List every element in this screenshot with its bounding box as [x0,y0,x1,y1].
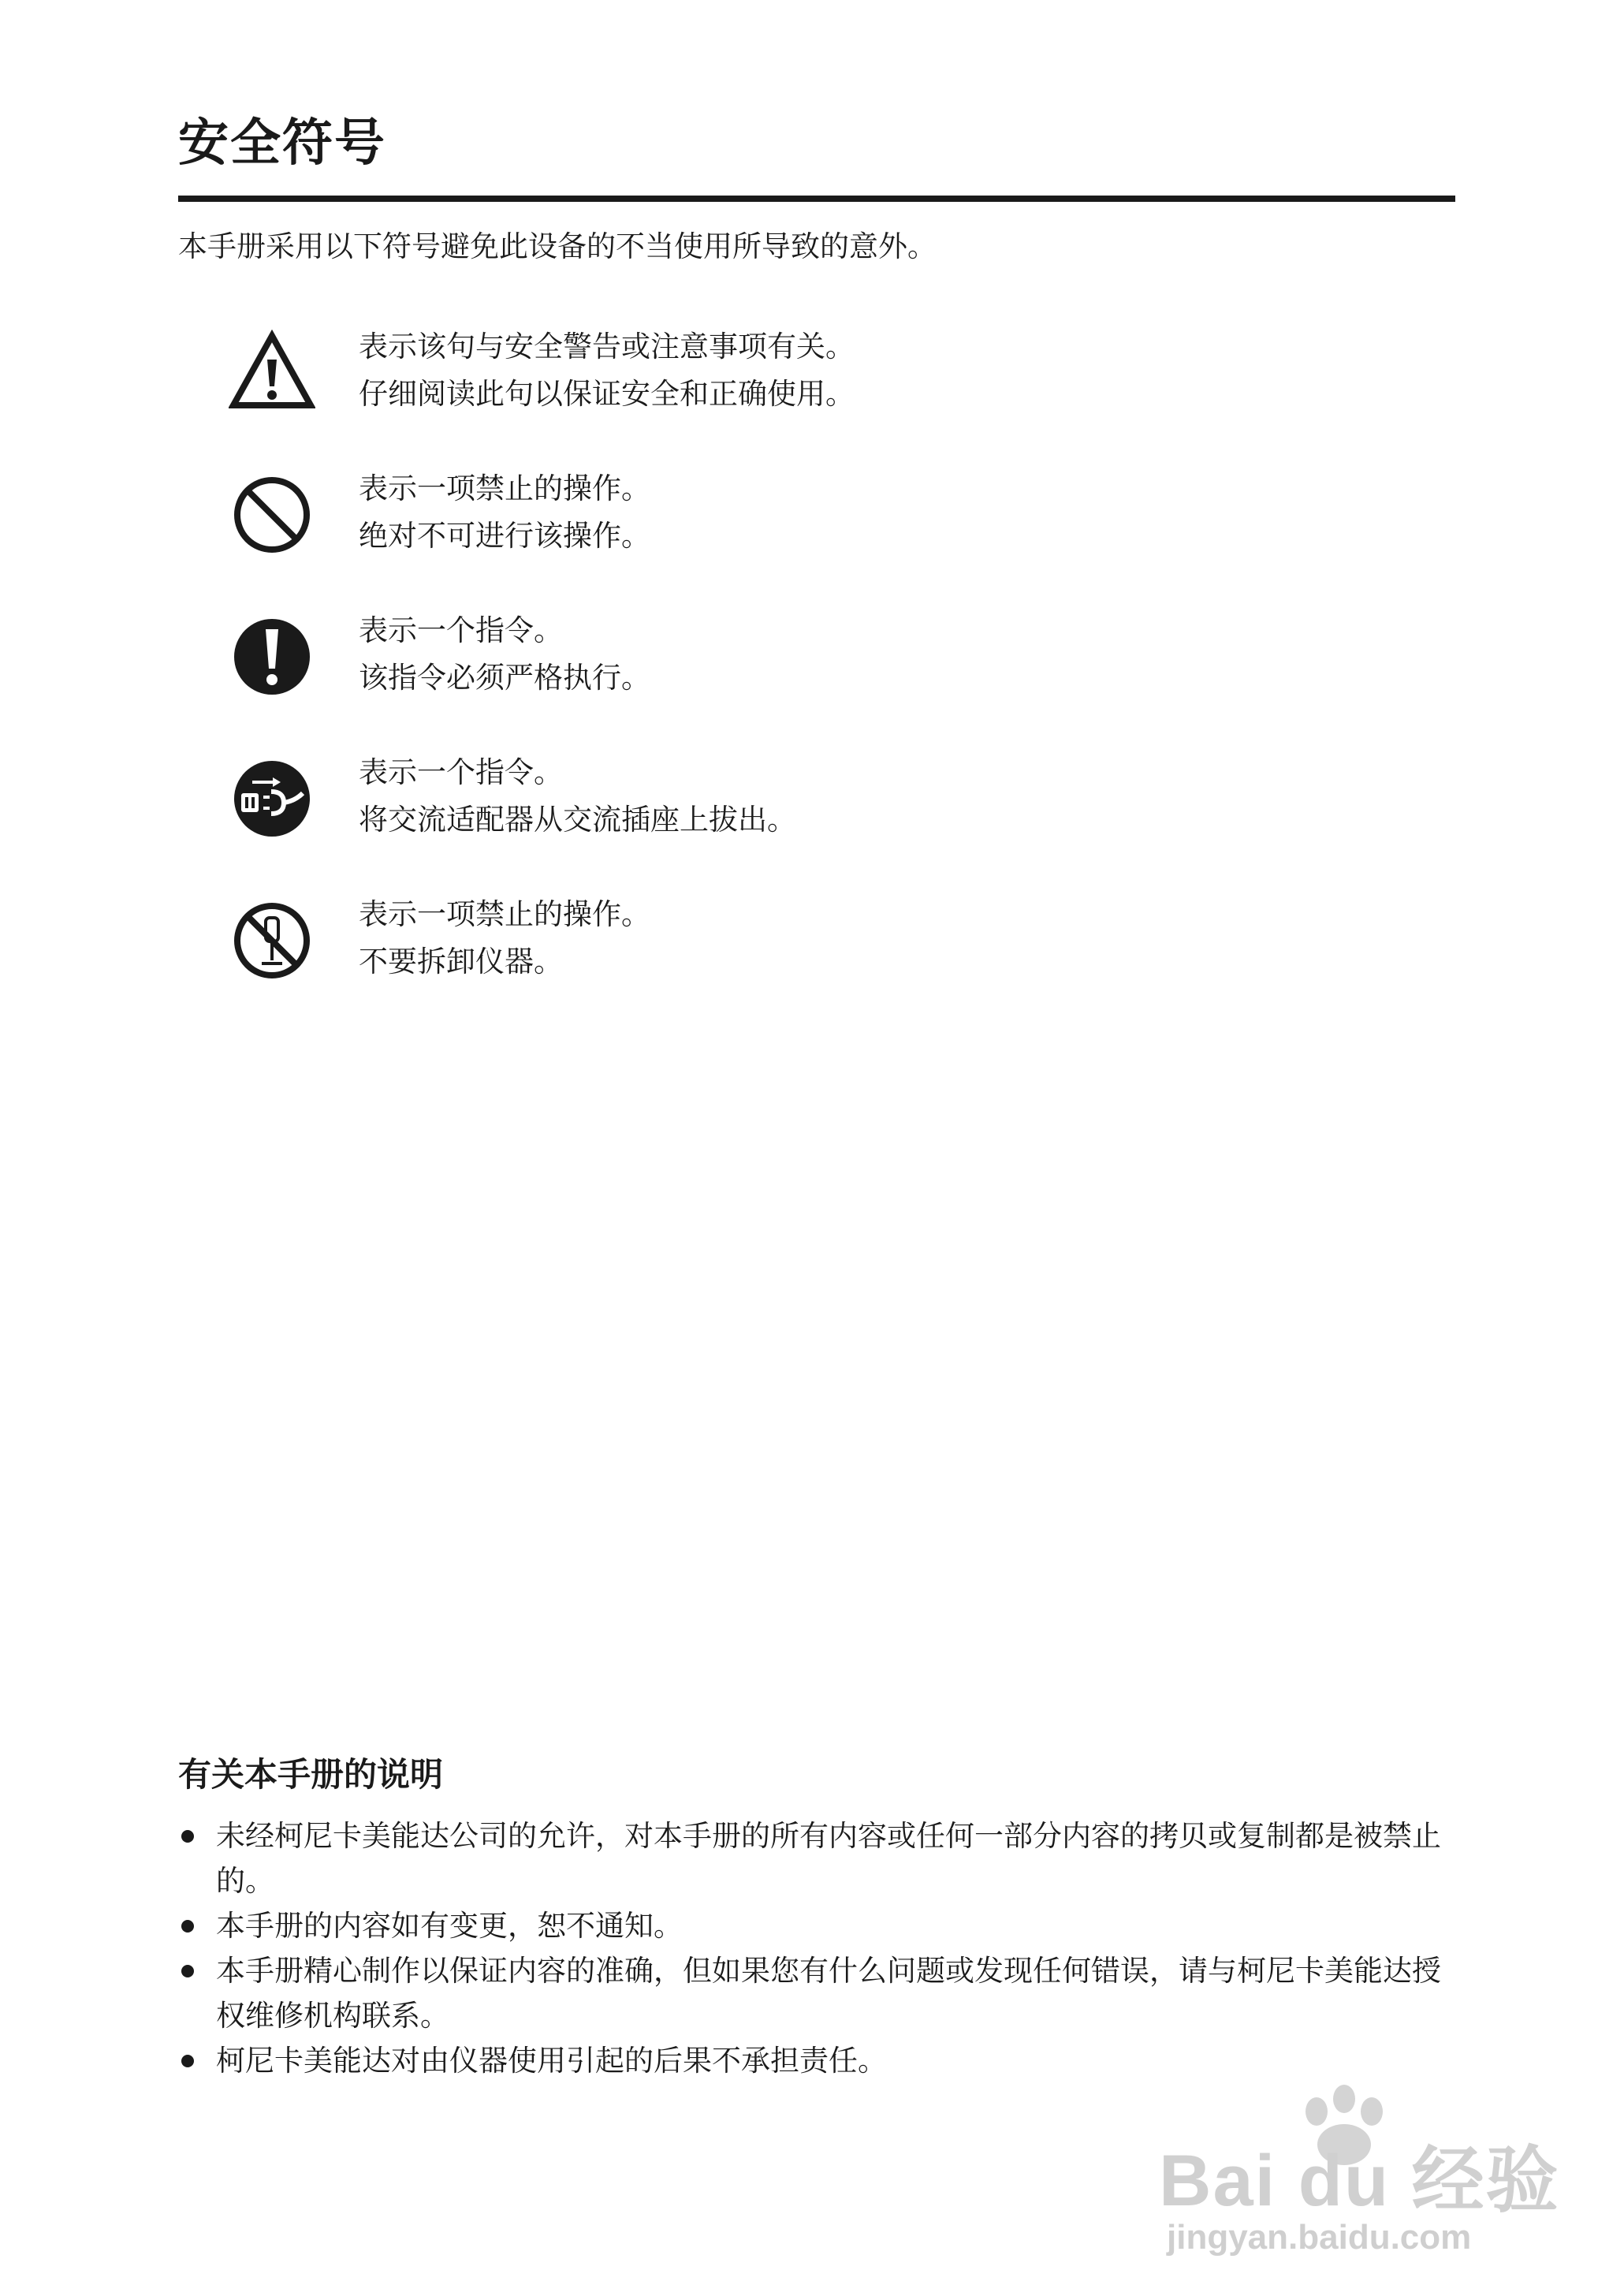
symbol-instruction: 不要拆卸仪器。 [359,945,563,978]
warning-triangle-icon [229,330,315,416]
symbol-instruction: 将交流适配器从交流插座上拔出。 [359,803,796,837]
title-rule [178,196,1455,202]
page-title: 安全符号 [178,114,386,173]
notes-heading: 有关本手册的说明 [178,1755,444,1794]
list-item [178,1903,1463,1948]
symbol-row-no-disassembly [229,897,1411,992]
list-item-text: 柯尼卡美能达对由仪器使用引起的后果不承担责任。 [216,2044,887,2078]
symbol-instruction: 仔细阅读此句以保证安全和正确使用。 [359,377,855,411]
list-item-text: 本手册的内容如有变更，恕不通知。 [216,1909,683,1943]
baidu-jingyan-watermark [1159,2082,1560,2263]
watermark-brand: Bai du 经验 [1159,2141,1560,2221]
symbol-description: 表示一个指令。 [359,613,563,647]
list-item [178,1948,1463,2038]
intro-text: 本手册采用以下符号避免此设备的不当使用所导致的意外。 [178,229,937,263]
symbol-description: 表示一个指令。 [359,755,563,789]
notes-list [178,1813,1463,2083]
symbol-row-prohibited [229,472,1411,566]
watermark-url: jingyan.baidu.com [1167,2218,1472,2257]
list-item [178,1813,1463,1903]
bullet-icon [181,1830,194,1843]
mandatory-exclamation-icon [229,613,315,700]
list-item [178,2038,1463,2083]
list-item-text: 未经柯尼卡美能达公司的允许，对本手册的所有内容或任何一部分内容的拷贝或复制都是被禁止的。 [216,1819,1441,1898]
bullet-icon [181,2055,194,2067]
symbol-description: 表示一项禁止的操作。 [359,897,650,931]
list-item-text: 本手册精心制作以保证内容的准确，但如果您有什么问题或发现任何错误，请与柯尼卡美能达授权维修机构联系。 [216,1954,1441,2033]
symbol-row-mandatory [229,613,1411,708]
symbol-description: 表示该句与安全警告或注意事项有关。 [359,330,855,363]
prohibited-icon [229,472,315,558]
unplug-adapter-icon [229,755,315,842]
no-disassembly-icon [229,897,315,984]
symbol-instruction: 该指令必须严格执行。 [359,661,650,695]
symbol-row-warning [229,330,1411,424]
symbol-description: 表示一项禁止的操作。 [359,472,650,505]
symbol-row-unplug [229,755,1411,850]
bullet-icon [181,1965,194,1977]
bullet-icon [181,1920,194,1933]
symbol-instruction: 绝对不可进行该操作。 [359,519,650,553]
